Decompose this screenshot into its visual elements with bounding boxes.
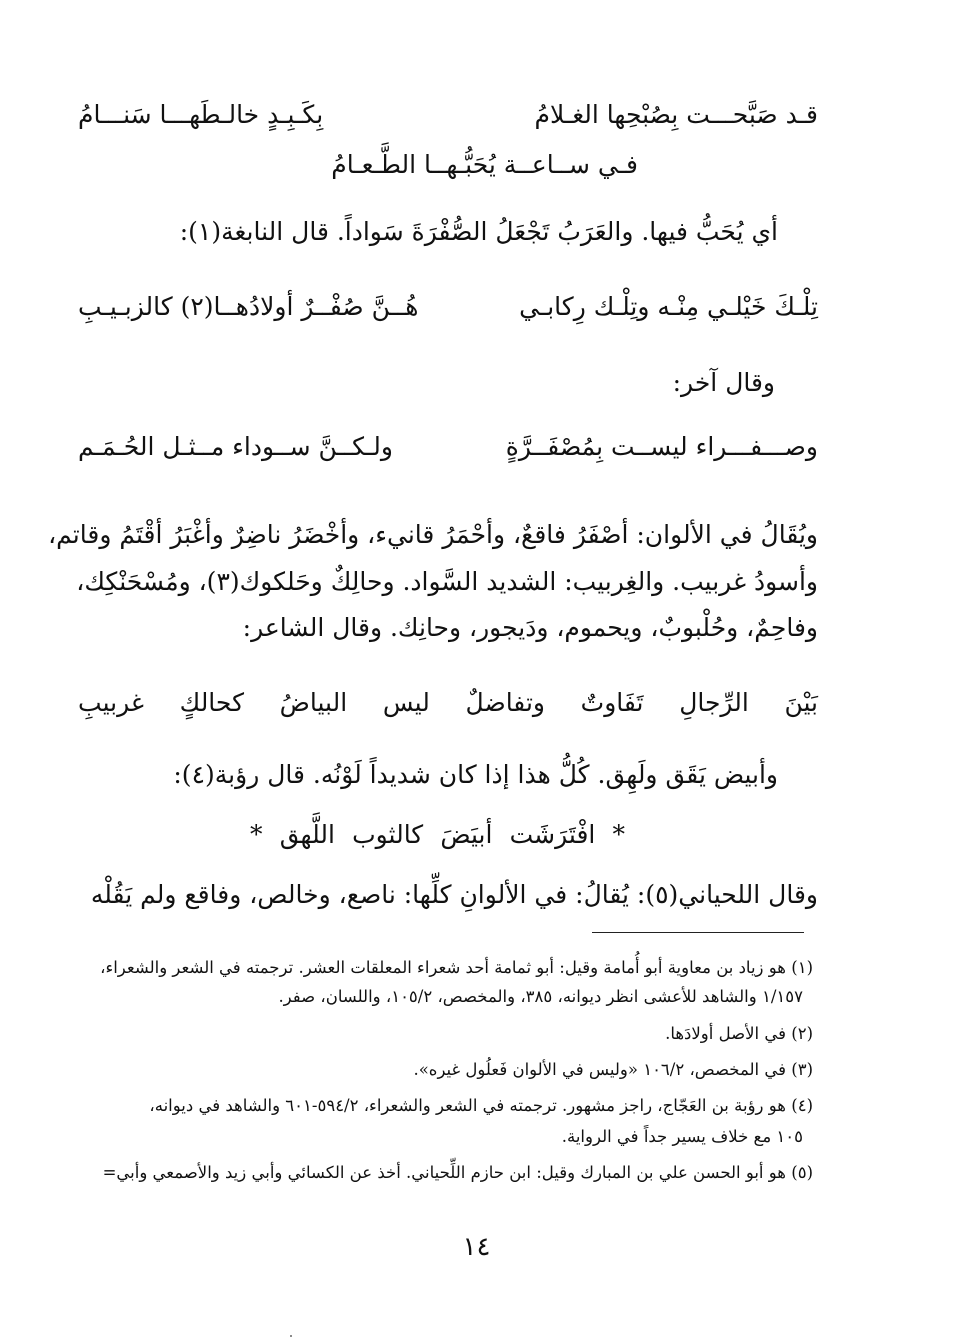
footnote-3: (٣) في المخصص، ١٠٦/٢ «وليس في الألوان فَعلُول غيره». xyxy=(413,1060,813,1079)
footnote-5: (٥) هو أبو الحسن علي بن المبارك وقيل: ابن حازم اللِّحياني. أخذ عن الكسائي وأبي زيد والأصمعي وأبي= xyxy=(102,1163,813,1182)
verse-5-word: كحالكٍ xyxy=(179,688,244,717)
verse-6 xyxy=(250,820,625,849)
footnote-4-line-1: (٤) هو رؤبة بن العَجّاج، راجز مشهور. ترجمته في الشعر والشعراء، ٥٩٤/٢-٦٠١ والشاهد في ديوانه، xyxy=(149,1096,813,1115)
paragraph-1-line-3: وفاحِمٌ، وحُلْبوبٌ، ويحموم، ودَيجور، وحانِك. وقال الشاعر: xyxy=(242,613,818,642)
prose-line-b: وقال آخر: xyxy=(672,368,775,397)
footnote-1-line-1: (١) هو زياد بن معاوية أبو أُمامة وقيل: أبو ثمامة أحد شعراء المعلقات العشر. ترجمته في الشعر والشعراء، xyxy=(100,958,813,977)
verse-6-word: اللَّهق xyxy=(279,820,335,849)
verse-5-word: ليس xyxy=(382,688,430,717)
verse-6-word: افْتَرَشَت xyxy=(509,820,596,849)
prose-line-c: وأبيض يَقَق ولَهِق. كُلُّ هذا إذا كان شديداً لَوْنُه. قال رؤبة(٤): xyxy=(173,760,778,789)
page-number: ١٤ xyxy=(462,1232,491,1262)
verse-4-second-hemistich: ولـكــنَّ ســوداء مــثـل الحُـمَـم xyxy=(78,432,393,461)
verse-1-second-hemistich: بِكَـبِـدٍ خالـطَهـــا سَنـــامُ xyxy=(78,100,324,129)
footnote-1-line-2: ١/١٥٧ والشاهد للأعشى انظر ديوانه، ٣٨٥، والمخصص، ١٠٥/٢، واللسان، صفر. xyxy=(278,987,803,1006)
verse-6-word: * xyxy=(250,820,263,849)
paragraph-1-line-2: وأسودُ غربيب. والغِربيب: الشديد السَّواد. وحالِكٌ وحَلكوك(٣)، ومُسْحَنْكِك، xyxy=(76,567,818,596)
verse-6-word: أبيَضَ xyxy=(440,820,493,849)
verse-3 xyxy=(78,292,818,321)
verse-2: فـي ســاعــة يُحَبُّـهــا الطَّـعـامُ xyxy=(331,150,638,179)
verse-1-first-hemistich: قـد صَبَّحـــت بِصُبْحِها الغـلامُ xyxy=(534,100,818,129)
verse-5 xyxy=(78,688,818,717)
verse-4-first-hemistich: وصـــفـــراء ليســت بِمُصْفَــرَّةٍ xyxy=(505,432,818,461)
paragraph-1-line-1: ويُقَالُ في الألوان: أصْفَرُ فاقعٌ، وأحْمَرُ قانيء، وأخْضَرُ ناضِرٌ وأغْبَرُ أقْتَمُ وقاتم، xyxy=(48,520,818,549)
verse-6-word: كالثوب xyxy=(352,820,424,849)
verse-5-word: تَفَاوتٌ xyxy=(580,688,644,717)
verse-5-word: غربيبِ xyxy=(78,688,144,717)
verse-5-word: الرِّجالِ xyxy=(679,688,749,717)
prose-line-a: أي يُحَبُّ فيها. والعَرَبُ تَجْعَلُ الصُّفْرَةَ سَواداً. قال النابغة(١): xyxy=(179,217,778,246)
verse-4 xyxy=(78,432,818,461)
footnote-4-line-2: ١٠٥ مع خلاف يسير جداً في الرواية. xyxy=(561,1127,803,1146)
footnote-2: (٢) في الأصل أولادَها. xyxy=(665,1024,813,1043)
verse-5-word: وتفاضلٌ xyxy=(465,688,545,717)
verse-6-word: * xyxy=(612,820,625,849)
verse-1 xyxy=(78,100,818,129)
scan-speck xyxy=(290,1335,292,1337)
verse-3-second-hemistich: هُــنَّ صُفْــرٌ أولادُهــا(٢) كالزبـيـبِ xyxy=(78,292,419,321)
verse-5-word: البياضُ xyxy=(279,688,348,717)
footnote-separator xyxy=(592,932,804,933)
verse-5-word: بَيْنَ xyxy=(784,688,818,717)
prose-line-d: وقال اللحياني(٥): يُقالُ: في الألوانِ كلِّها: ناصع، وخالص، وفاقع ولم يَقُلْه xyxy=(90,880,818,909)
verse-3-first-hemistich: تِلْـكَ خَيْلـي مِنْـه وتِلْـك رِكابـي xyxy=(519,292,818,321)
